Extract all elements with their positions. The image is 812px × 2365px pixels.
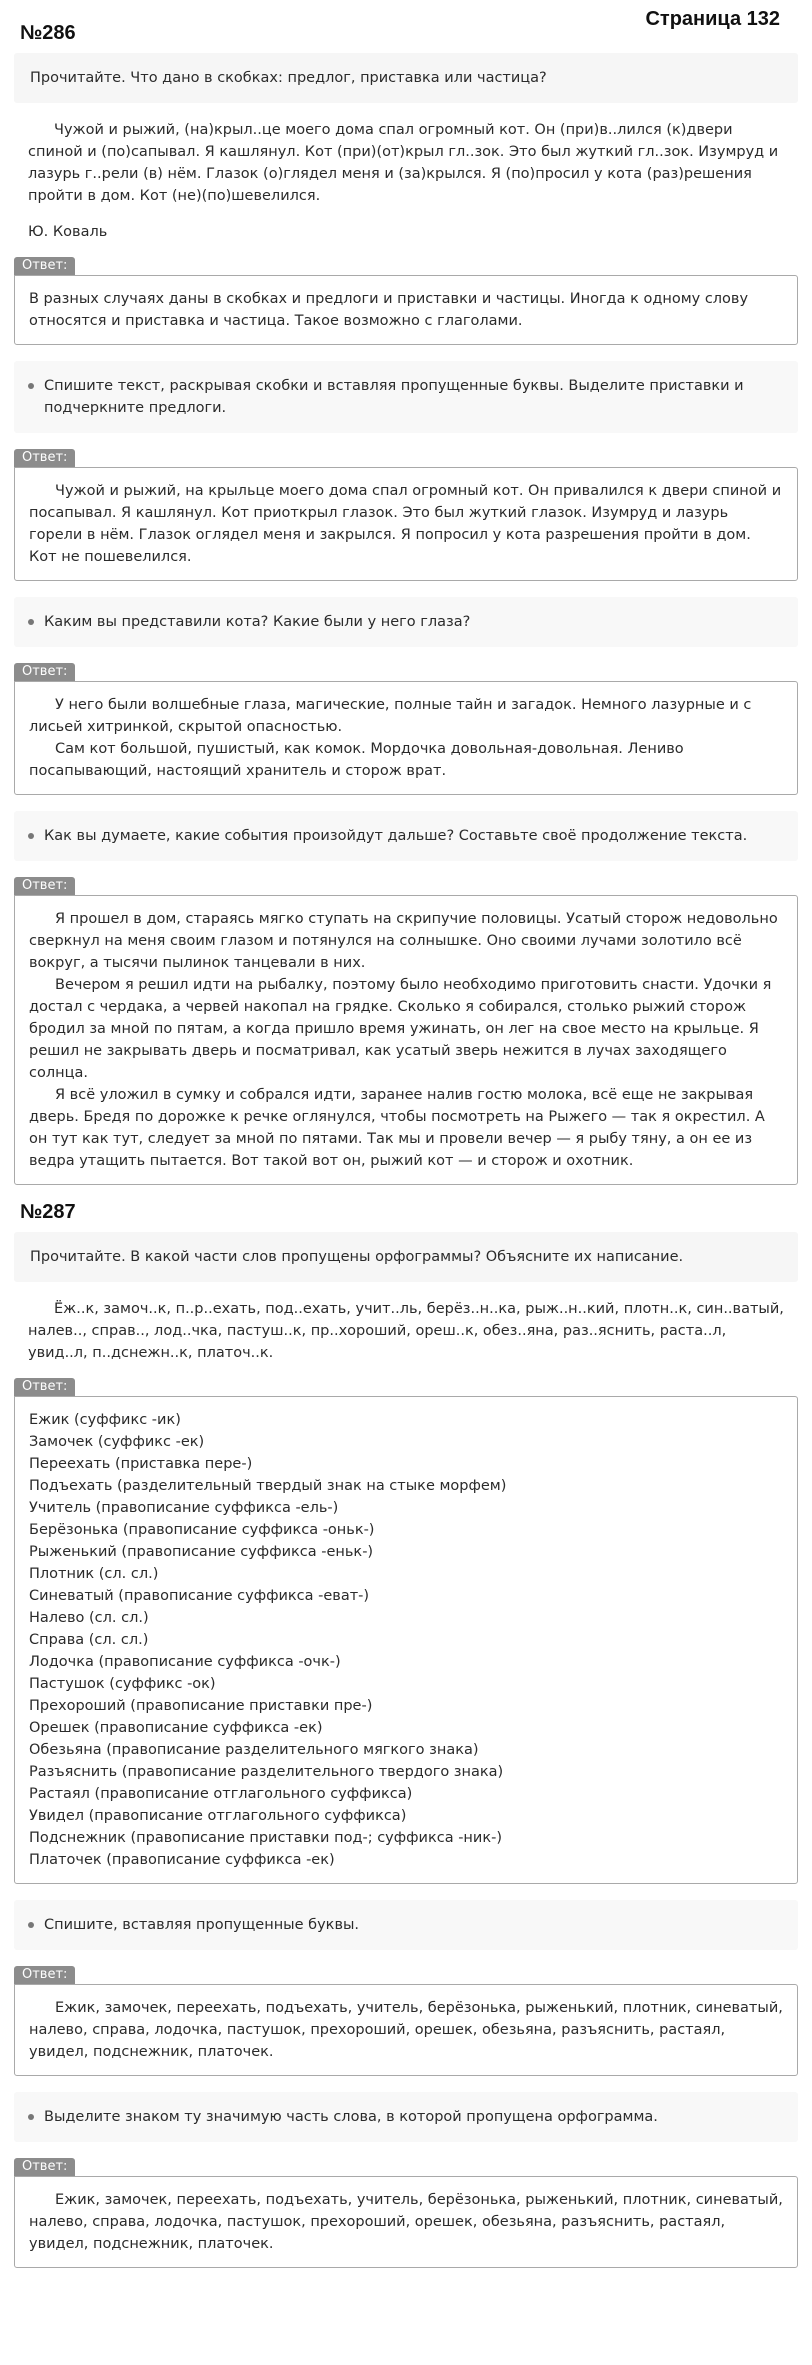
task-286-question-4 [14,811,798,861]
task-286-answer-2 [14,467,798,581]
list-item: Платочек (правописание суффикса -ек) [29,1852,335,1868]
list-item: Рыженький (правописание суффикса -еньк-) [29,1544,374,1560]
task-287-answer-1 [14,1396,798,1884]
list-item: Орешек (правописание суффикса -ек) [29,1720,323,1736]
list-item: Обезьяна (правописание разделительного мягкого знака) [29,1742,479,1758]
question-text: Каким вы представили кота? Какие были у него глаза? [44,614,471,630]
question-text: Выделите знаком ту значимую часть слова, в которой пропущена орфограмма. [44,2109,658,2125]
task-286-text-paragraph: Чужой и рыжий, (на)крыл..це моего дома спал огромный кот. Он (при)в..лился (к)двери спиной и (по)сапывал. Я кашлянул. Кот (при)(от)крыл гл..зок. Это был жуткий гл..зок. Изумруд и лазурь г..рели (в) нём. Глазок (о)глядел меня и (за)крылся. Я (по)просил у кота (раз)решения пройти в дом. Кот (не)(по)шевелился. [28,122,779,204]
answer-label: Ответ: [14,877,75,895]
page-number: Страница 132 [645,8,780,30]
bullet-icon [28,1922,34,1928]
task-286-answer-4 [14,895,798,1185]
list-item: Справа (сл. сл.) [29,1632,149,1648]
list-item: Налево (сл. сл.) [29,1610,149,1626]
task-286-answer-3 [14,681,798,795]
list-item: Берёзонька (правописание суффикса -оньк-) [29,1522,375,1538]
task-287-text-paragraph: Ёж..к, замоч..к, п..р..ехать, под..ехать, учит..ль, берёз..н..ка, рыж..н..кий, плотн..к, син..ватый, налев.., справ.., лод..чка, пастуш..к, пр..хороший, ореш..к, обез..яна, раз..яснить, раста..л, увид..л, п..дснежн..к, платоч..к. [28,1301,784,1361]
answer-text: Чужой и рыжий, на крыльце моего дома спал огромный кот. Он привалился к двери спиной и посапывал. Я кашлянул. Кот приоткрыл глазок. Это был жуткий глазок. Изумруд и лазурь горели в нём. Глазок оглядел меня и закрылся. Я попросил у кота разрешения пройти в дом. Кот не пошевелился. [29,483,782,565]
answer-label: Ответ: [14,1966,75,1984]
list-item: Увидел (правописание отглагольного суффикса) [29,1808,407,1824]
answer-label: Ответ: [14,1378,75,1396]
task-287-answer-2 [14,1984,798,2076]
bullet-icon [28,619,34,625]
answer-label: Ответ: [14,2158,75,2176]
bullet-icon [28,2114,34,2120]
list-item: Разъяснить (правописание разделительного твердого знака) [29,1764,504,1780]
answer-paragraph: Вечером я решил идти на рыбалку, поэтому было необходимо приготовить снасти. Удочки я достал с чердака, а червей накопал на грядке. Сколько я собирался, столько рыжий сторож бродил за мной по пятам, а когда пришло время ужинать, он лег на свое место на крыльце. Я решил не закрывать дверь и посматривал, как усатый зверь нежится в лучах заходящего солнца. [29,977,772,1081]
task-286-title: №286 [20,22,76,44]
list-item: Лодочка (правописание суффикса -очк-) [29,1654,341,1670]
answer-text: Ежик, замочек, переехать, подъехать, учитель, берёзонька, рыженький, плотник, синеватый, налево, справа, лодочка, пастушок, прехороший, орешек, обезьяна, разъяснить, растаял, увидел, подснежник, платочек. [29,2000,783,2060]
bullet-icon [28,383,34,389]
question-text: Спишите текст, раскрывая скобки и вставляя пропущенные буквы. Выделите приставки и подчеркните предлоги. [44,378,744,416]
list-item: Растаял (правописание отглагольного суффикса) [29,1786,413,1802]
answer-text: Ежик, замочек, переехать, подъехать, учитель, берёзонька, рыженький, плотник, синеватый, налево, справа, лодочка, пастушок, прехороший, орешек, обезьяна, разъяснить, растаял, увидел, подснежник, платочек. [29,2192,783,2252]
task-286-prompt: Прочитайте. Что дано в скобках: предлог, приставка или частица? [14,53,798,103]
answer-text: В разных случаях даны в скобках и предлоги и приставки и частицы. Иногда к одному слову относятся и приставка и частица. Такое возможно с глаголами. [29,291,749,329]
task-287-prompt: Прочитайте. В какой части слов пропущены орфограммы? Объясните их написание. [14,1232,798,1282]
answer-paragraph: Сам кот большой, пушистый, как комок. Мордочка довольная-довольная. Лениво посапывающий, настоящий хранитель и сторож врат. [29,741,684,779]
task-286-author: Ю. Коваль [28,224,108,240]
answer-paragraph: У него были волшебные глаза, магические, полные тайн и загадок. Немного лазурные и с лисьей хитринкой, скрытой опасностью. [29,697,752,735]
list-item: Переехать (приставка пере-) [29,1456,253,1472]
list-item: Подъехать (разделительный твердый знак на стыке морфем) [29,1478,507,1494]
list-item: Синеватый (правописание суффикса -еват-) [29,1588,370,1604]
task-286-answer-1 [14,275,798,345]
list-item: Учитель (правописание суффикса -ель-) [29,1500,339,1516]
list-item: Пастушок (суффикс -ок) [29,1676,216,1692]
task-287-answer-3 [14,2176,798,2268]
task-287-title: №287 [20,1201,76,1223]
answer-label: Ответ: [14,257,75,275]
question-text: Как вы думаете, какие события произойдут дальше? Составьте своё продолжение текста. [44,828,748,844]
list-item: Подснежник (правописание приставки под-; суффикса -ник-) [29,1830,502,1846]
list-item: Плотник (сл. сл.) [29,1566,159,1582]
bullet-icon [28,833,34,839]
answer-paragraph: Я всё уложил в сумку и собрался идти, заранее налив гостю молока, всё еще не закрывая дверь. Бредя по дорожке к речке оглянулся, чтобы посмотреть на Рыжего — так я окрестил. А он тут как тут, следует за мной по пятами. Так мы и провели вечер — я рыбу тяну, а он ее из ведра утащить пытается. Вот такой вот он, рыжий кот — и сторож и охотник. [29,1087,765,1169]
list-item: Замочек (суффикс -ек) [29,1434,205,1450]
answer-paragraph: Я прошел в дом, стараясь мягко ступать на скрипучие половицы. Усатый сторож недовольно сверкнул на меня своим глазом и потянулся на солнышке. Оно своими лучами золотило всё вокруг, а тысячи пылинок танцевали в них. [29,911,778,971]
task-287-question-2 [14,1900,798,1950]
answer-label: Ответ: [14,663,75,681]
task-287-text [14,1294,798,1368]
answer-label: Ответ: [14,449,75,467]
list-item: Ежик (суффикс -ик) [29,1412,181,1428]
task-286-question-2 [14,361,798,433]
task-286-question-3 [14,597,798,647]
question-text: Спишите, вставляя пропущенные буквы. [44,1917,360,1933]
task-287-question-3 [14,2092,798,2142]
task-286-text [14,115,798,247]
list-item: Прехороший (правописание приставки пре-) [29,1698,373,1714]
